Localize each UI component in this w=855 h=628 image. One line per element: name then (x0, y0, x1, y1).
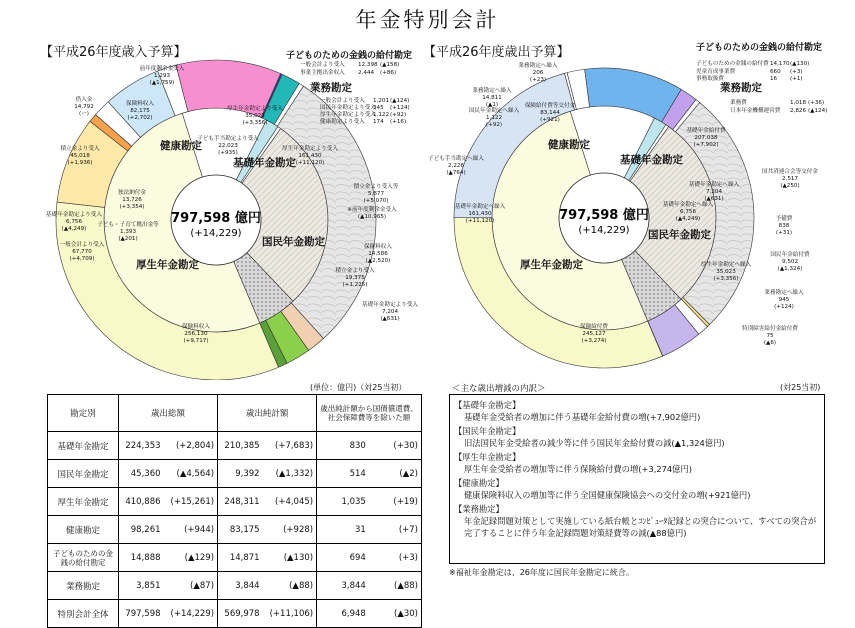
header-excl: 歳出純計額から国債償還費、社会保障費等を除いた額 (317, 395, 422, 432)
outer-label: 基礎年金給付費 (686, 128, 726, 134)
outer-label: 35,023 (716, 269, 736, 275)
outer-label: 厚生年金勘定へ繰入 (700, 262, 752, 268)
exp-gyomu-lines (730, 98, 827, 114)
row-net: 3,844 (218, 572, 263, 600)
outer-label: 75 (766, 333, 774, 339)
rev-label-kosei: 厚生年金勘定 (136, 259, 199, 271)
rev-gyomu-c2: (+124) (390, 105, 410, 111)
exp-label-kokumin: 国民年金勘定 (648, 229, 711, 241)
outer-label: 保険料収入 (364, 244, 392, 250)
exp-kodomo-v1: 14,170 (770, 61, 790, 67)
outer-label: 保険給付費等交付金 (524, 103, 576, 109)
outer-label: 14,586 (368, 251, 388, 257)
outer-label: 子ども・子育て拠出金等 (97, 222, 159, 228)
outer-label: 基礎年金勘定より受入 (362, 302, 418, 308)
rev-gyomu-lines (320, 96, 410, 125)
outer-label: 35,023 (245, 113, 265, 119)
header-total: 歳出総額 (119, 395, 218, 432)
row-name: 国民年金勘定 (48, 460, 119, 488)
change-body: 旧法国民年金受給者の減少等に伴う国民年金給付費の減(▲1,324億円) (464, 438, 725, 448)
outer-label: (▲1,759) (149, 80, 175, 86)
outer-label: 2,226 (447, 163, 465, 169)
outer-label: 14,811 (482, 95, 502, 101)
row-excl: 3,844 (317, 572, 369, 600)
page-title: 年金特別会計 (355, 8, 500, 32)
revenue-title: 【平成26年度歳入予算】 (40, 45, 187, 60)
exp-kodomo-l1: 子どものための金銭の給付費 (696, 61, 769, 67)
outer-label: 厚生年金勘定より受入 (282, 146, 338, 152)
rev-label-gyomu: 業務勘定 (310, 82, 352, 94)
outer-label: 基礎年金勘定へ繰入 (662, 202, 714, 208)
exp-kodomo-v2: 660 (770, 69, 781, 75)
outer-label: 国共済連合会等交付金 (762, 169, 818, 175)
rev-kodomo-v1: 12,398 (358, 62, 378, 68)
outer-label: 積立金より受入等 (353, 184, 399, 190)
rev-label-kodomo: 子どものための金銭の給付勘定 (286, 51, 413, 61)
rev-gyomu-l4: 健康勘定より受入 (320, 119, 365, 125)
outer-label: 業務勘定へ繰入 (764, 290, 804, 296)
outer-label: 1,293 (153, 73, 171, 79)
outer-label: 207,038 (694, 135, 718, 141)
changes-box (449, 394, 825, 564)
outer-label: (+23) (529, 77, 547, 83)
outer-label: (▲250) (780, 183, 800, 189)
outer-label: (▲6) (763, 340, 777, 346)
outer-label: (+935) (218, 150, 238, 156)
row-total: 45,360 (119, 460, 164, 488)
outer-label: 1,393 (119, 229, 137, 235)
header-net: 歳出純計額 (218, 395, 317, 432)
outer-label: (+124) (774, 304, 794, 310)
table-header-row (48, 395, 422, 432)
row-total: 98,261 (119, 516, 164, 544)
rev-kodomo-c1: (▲158) (380, 62, 400, 68)
row-total: 14,888 (119, 544, 164, 572)
rev-gyomu-v4: 174 (373, 119, 384, 125)
table-row (48, 516, 422, 544)
header-account: 勘定別 (48, 395, 119, 432)
row-excl-change: (▲30) (369, 600, 422, 628)
exp-label-kodomo: 子どものための金銭の給付勘定 (696, 43, 823, 53)
outer-label: 19,375 (345, 275, 365, 281)
rev-kodomo-lines (300, 60, 399, 76)
outer-label: (ー) (79, 111, 89, 117)
outer-label: 基礎年金勘定より受入 (46, 212, 102, 218)
outer-label: 9,502 (781, 259, 799, 265)
row-net-change: (▲130) (263, 544, 317, 572)
exp-gyomu-c1: (+36) (808, 100, 825, 106)
row-excl: 694 (317, 544, 369, 572)
outer-label: 保険給付費 (580, 324, 608, 330)
exp-label-kiso: 基礎年金勘定 (620, 154, 683, 166)
change-body: 基礎年金受給者の増加に伴う基礎年金給付費の増(+7,902億円) (464, 412, 701, 422)
outer-label: 1,122 (485, 115, 503, 121)
exp-kodomo-c1: (▲130) (790, 61, 810, 67)
change-body: 年金記録問題対策として実施している紙台帳とｺﾝﾋﾟｭｰﾀ記録との突合について、すべての突合が完了することに伴う年金記録問題対策経費等の減(▲88億円) (464, 516, 817, 538)
outer-label: 14,792 (74, 104, 94, 110)
outer-label: (▲631) (380, 316, 400, 322)
rev-gyomu-c1: (▲124) (390, 98, 410, 104)
exp-kodomo-v3: 16 (770, 76, 778, 82)
row-total-change: (+14,229) (164, 600, 218, 628)
outer-label: (▲1,324) (777, 266, 803, 272)
row-excl-change: (+7) (369, 516, 422, 544)
row-net-change: (▲88) (263, 572, 317, 600)
exp-gyomu-c2: (▲124) (808, 108, 828, 114)
row-excl: 1,035 (317, 488, 369, 516)
rev-gyomu-c3: (+92) (390, 112, 407, 118)
outer-label: (+11,120) (295, 160, 325, 166)
row-excl-change: (+19) (369, 488, 422, 516)
table-row (48, 572, 422, 600)
outer-label: 保険料収入 (126, 101, 154, 107)
summary-table (47, 394, 422, 628)
row-total-change: (+15,261) (164, 488, 218, 516)
outer-label: 5,877 (367, 191, 385, 197)
exp-gyomu-v1: 1,018 (790, 100, 807, 106)
exp-label-gyomu: 業務勘定 (720, 82, 762, 94)
outer-label: (+31) (775, 230, 793, 236)
outer-label: 子ども手当勘定より受入 (197, 136, 259, 142)
outer-label: 83,144 (540, 110, 560, 116)
exp-kodomo-l3: 事務取扱費 (696, 76, 724, 82)
exp-kodomo-l2: 児童育成事業費 (696, 69, 736, 75)
changes-heading: ＜主な歳出増減の内訳＞ (452, 384, 546, 394)
exp-gyomu-v2: 2,826 (790, 108, 807, 114)
outer-label: 6,756 (65, 219, 83, 225)
outer-label: 国民年金勘定へ繰入 (468, 108, 520, 114)
outer-label: (+3,274) (581, 338, 607, 344)
row-name: 厚生年金勘定 (48, 488, 119, 516)
row-total-change: (▲87) (164, 572, 218, 600)
rev-gyomu-l2: 国民年金勘定より受入 (320, 105, 376, 111)
rev-gyomu-v3: 1,122 (373, 112, 390, 118)
change-body: 厚生年金受給者の増加等に伴う保険給付費の増(+3,274億円) (464, 464, 693, 474)
outer-label: 2,517 (781, 176, 799, 182)
outer-label: (+3,356) (713, 276, 739, 282)
revenue-total-change: (+14,229) (190, 228, 242, 239)
outer-label: (+11,120) (465, 218, 495, 224)
row-net-change: (+11,106) (263, 600, 317, 628)
exp-label-kosei: 厚生年金勘定 (520, 259, 583, 271)
row-net-change: (▲1,332) (263, 460, 317, 488)
footnote: ※福祉年金勘定は、26年度に国民年金勘定に統合。 (449, 568, 634, 577)
outer-label: (▲4,249) (61, 226, 87, 232)
outer-label: 保険料収入 (182, 324, 210, 330)
change-body: 健康保険料収入の増加等に伴う全国健康保険協会への交付金の増(+921億円) (464, 490, 751, 500)
exp-kodomo-c3: (+1) (790, 76, 803, 82)
exp-label-kenko: 健康勘定 (548, 139, 590, 151)
rev-gyomu-v2: 345 (373, 105, 384, 111)
row-excl-change: (+3) (369, 544, 422, 572)
outer-label: 82,175 (130, 108, 150, 114)
outer-label: (+1,936) (67, 160, 93, 166)
change-title: 【健康勘定】 (454, 478, 504, 488)
row-excl-change: (▲2) (369, 460, 422, 488)
outer-label: (▲10,965) (357, 214, 387, 220)
outer-label: (▲764) (446, 170, 466, 176)
row-name: 健康勘定 (48, 516, 119, 544)
rev-gyomu-l3: 厚生年金勘定より受入 (320, 112, 376, 118)
table-unit-note: (単位：億円)（対25当初） (310, 383, 407, 392)
outer-label: (+921) (540, 117, 560, 123)
row-net: 569,978 (218, 600, 263, 628)
rev-kodomo-c2: (+86) (380, 70, 397, 76)
outer-label: (+3,354) (119, 204, 145, 210)
outer-label: 独法納付金 (118, 190, 146, 196)
outer-label: 22,023 (218, 143, 238, 149)
table-row (48, 432, 422, 460)
row-net-change: (+7,683) (263, 432, 317, 460)
outer-label: ※前年度剰余金受入 (347, 207, 397, 213)
row-excl: 31 (317, 516, 369, 544)
expenditure-total: 797,598 億円 (559, 208, 649, 223)
outer-label: 一般会計より受入 (59, 242, 105, 248)
rev-label-kiso: 基礎年金勘定 (233, 157, 296, 169)
outer-label: (+2,702) (127, 115, 153, 121)
outer-label: 7,204 (705, 189, 723, 195)
rev-gyomu-v1: 1,201 (373, 98, 390, 104)
outer-label: (▲201) (118, 236, 138, 242)
row-net: 210,385 (218, 432, 263, 460)
outer-label: (▲2,520) (365, 258, 391, 264)
outer-label: 161,430 (468, 211, 492, 217)
outer-label: 161,430 (298, 153, 322, 159)
outer-label: 838 (778, 223, 790, 229)
rev-label-kenko: 健康勘定 (160, 140, 202, 152)
table-row (48, 488, 422, 516)
row-excl: 514 (317, 460, 369, 488)
rev-kodomo-l1: 一般会計より受入 (300, 62, 345, 68)
outer-label: 45,018 (70, 153, 90, 159)
outer-label: (▲631) (704, 196, 724, 202)
outer-label: (+3,356) (242, 120, 268, 126)
outer-label: 厚生年金勘定より受入 (227, 106, 283, 112)
outer-label: 業務勘定へ繰入 (518, 63, 558, 69)
row-total-change: (+944) (164, 516, 218, 544)
row-net: 248,311 (218, 488, 263, 516)
row-net-change: (+4,045) (263, 488, 317, 516)
expenditure-title: 【平成26年度歳出予算】 (423, 45, 570, 60)
exp-kodomo-c2: (+3) (790, 69, 803, 75)
exp-gyomu-l2: 日本年金機構運営費 (730, 108, 781, 114)
row-total-change: (▲129) (164, 544, 218, 572)
outer-label: 特別障害給付金給付費 (742, 326, 798, 332)
outer-label: (+5,070) (363, 198, 389, 204)
outer-label: (+92) (485, 122, 503, 128)
row-total: 3,851 (119, 572, 164, 600)
row-total-change: (▲4,564) (164, 460, 218, 488)
rev-kodomo-v2: 2,444 (358, 70, 375, 76)
outer-label: 借入金 (75, 97, 93, 103)
exp-kodomo-lines (696, 59, 809, 82)
outer-label: 業務勘定へ繰入 (472, 88, 512, 94)
outer-label: 子ども手当勘定へ繰入 (428, 156, 484, 162)
outer-label: (+1,225) (342, 282, 368, 288)
row-total-change: (+2,804) (164, 432, 218, 460)
row-excl-change: (+30) (369, 432, 422, 460)
outer-label: 7,204 (381, 309, 399, 315)
row-name: 基礎年金勘定 (48, 432, 119, 460)
row-net-change: (+928) (263, 516, 317, 544)
row-net: 83,175 (218, 516, 263, 544)
outer-label: 国民年金給付費 (770, 252, 810, 258)
rev-gyomu-c4: (+16) (390, 119, 407, 125)
row-excl: 830 (317, 432, 369, 460)
rev-kodomo-l2: 事業主拠出金収入 (300, 70, 345, 76)
rev-gyomu-l1: 一般会計より受入 (320, 98, 365, 104)
row-name: 業務勘定 (48, 572, 119, 600)
revenue-total: 797,598 億円 (171, 211, 261, 226)
expenditure-total-change: (+14,229) (578, 225, 630, 236)
outer-label: 245,127 (582, 331, 606, 337)
outer-label: 前年度剰余金受入 (139, 66, 185, 72)
outer-label: 945 (778, 297, 790, 303)
row-total: 797,598 (119, 600, 164, 628)
outer-label: 基礎年金勘定へ繰入 (688, 182, 740, 188)
row-excl: 6,948 (317, 600, 369, 628)
outer-label: 6,756 (679, 209, 697, 215)
row-name: 特別会計全体 (48, 600, 119, 628)
table-body (48, 432, 422, 628)
change-title: 【国民年金勘定】 (454, 426, 521, 436)
outer-label: 積立金より受入 (60, 146, 100, 152)
outer-label: 206 (532, 70, 544, 76)
outer-label: (+4,709) (69, 256, 95, 262)
outer-label: (▲1) (485, 102, 499, 108)
row-net: 9,392 (218, 460, 263, 488)
outer-label: 予備費 (775, 216, 793, 222)
exp-gyomu-l1: 業務費 (730, 100, 747, 106)
row-excl-change: (▲88) (369, 572, 422, 600)
change-title: 【業務勘定】 (454, 504, 504, 514)
outer-label: 積立金より受入 (335, 268, 375, 274)
outer-label: 13,726 (122, 197, 142, 203)
rev-label-kokumin: 国民年金勘定 (262, 236, 325, 248)
outer-label: (+9,717) (183, 338, 209, 344)
table-row (48, 544, 422, 572)
change-title: 【厚生年金勘定】 (454, 452, 521, 462)
row-net: 14,871 (218, 544, 263, 572)
table-row (48, 460, 422, 488)
outer-label: 基礎年金勘定へ繰入 (454, 204, 506, 210)
outer-label: (▲4,249) (675, 216, 701, 222)
row-total: 224,353 (119, 432, 164, 460)
change-title: 【基礎年金勘定】 (454, 400, 521, 410)
row-name: 子どものための金銭の給付勘定 (48, 544, 119, 572)
changes-unit: (対25当初) (780, 383, 821, 392)
row-total: 410,886 (119, 488, 164, 516)
outer-label: 256,130 (184, 331, 208, 337)
outer-label: (+7,902) (693, 142, 719, 148)
outer-label: 67,770 (72, 249, 92, 255)
